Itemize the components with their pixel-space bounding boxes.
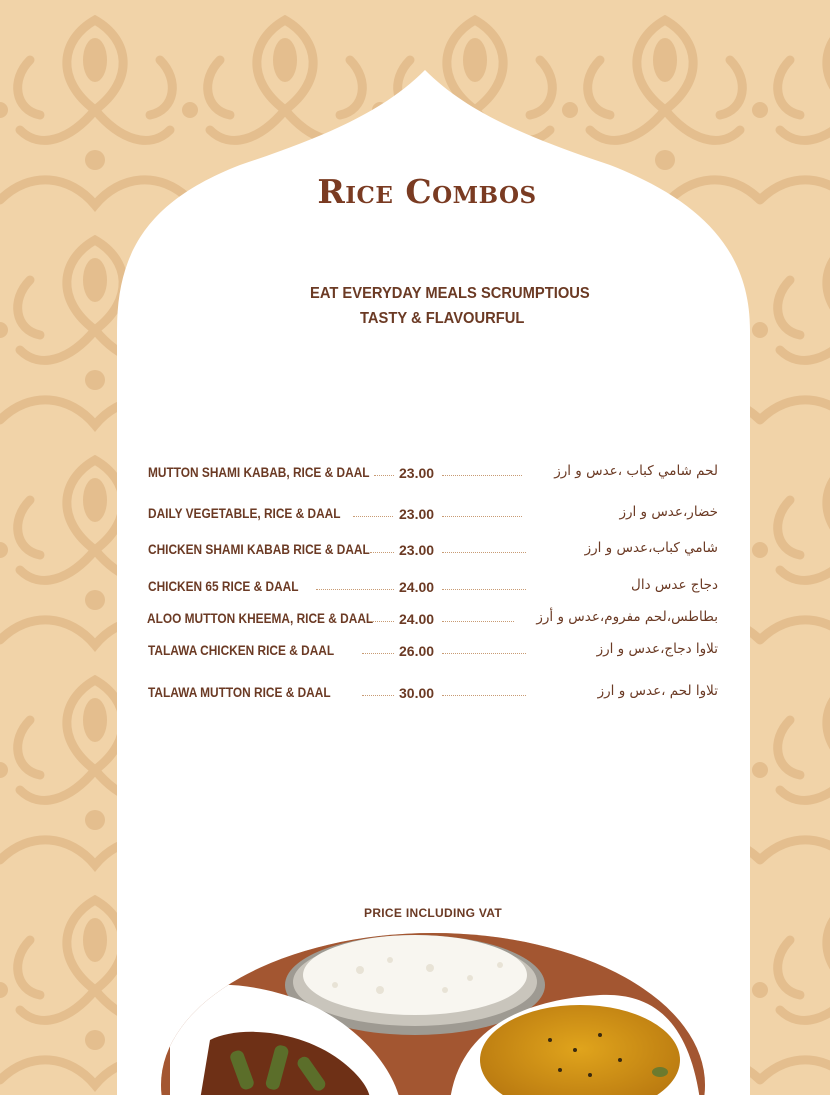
menu-item-price: 24.00: [399, 579, 435, 595]
menu-item-price: 30.00: [399, 685, 435, 701]
menu-item-price: 23.00: [399, 465, 435, 481]
menu-item-name: TALAWA CHICKEN RICE & DAAL: [148, 643, 335, 658]
menu-item-name: CHICKEN 65 RICE & DAAL: [148, 579, 299, 594]
vat-note: PRICE INCLUDING VAT: [364, 906, 502, 920]
tagline-line-1: EAT EVERYDAY MEALS SCRUMPTIOUS: [310, 285, 590, 302]
menu-item-price: 24.00: [399, 611, 435, 627]
menu-item-name-arabic: شامي كباب،عدس و ارز: [584, 540, 718, 556]
menu-item-name: MUTTON SHAMI KABAB, RICE & DAAL: [148, 465, 370, 480]
page-title: Rice Combos: [317, 172, 537, 211]
menu-item-name-arabic: لحم شامي كباب ،عدس و ارز: [554, 463, 718, 479]
menu-item-price: 26.00: [399, 643, 435, 659]
menu-item-name: TALAWA MUTTON RICE & DAAL: [148, 685, 331, 700]
menu-item-name-arabic: خضار،عدس و ارز: [619, 504, 718, 520]
menu-item-price: 23.00: [399, 542, 435, 558]
menu-item-name-arabic: بطاطس،لحم مفروم،عدس و أرز: [536, 609, 718, 625]
menu-item-name-arabic: تلاوا دجاج،عدس و ارز: [596, 641, 718, 657]
menu-item-name-arabic: تلاوا لحم ،عدس و ارز: [597, 683, 718, 699]
menu-item-price: 23.00: [399, 506, 435, 522]
menu-item-name: CHICKEN SHAMI KABAB RICE & DAAL: [148, 542, 370, 557]
tagline-line-2: TASTY & FLAVOURFUL: [360, 310, 525, 327]
menu-item-name: DAILY VEGETABLE, RICE & DAAL: [148, 506, 341, 521]
menu-item-name: ALOO MUTTON KHEEMA, RICE & DAAL: [147, 611, 374, 626]
menu-item-name-arabic: دجاج عدس دال: [631, 577, 718, 593]
